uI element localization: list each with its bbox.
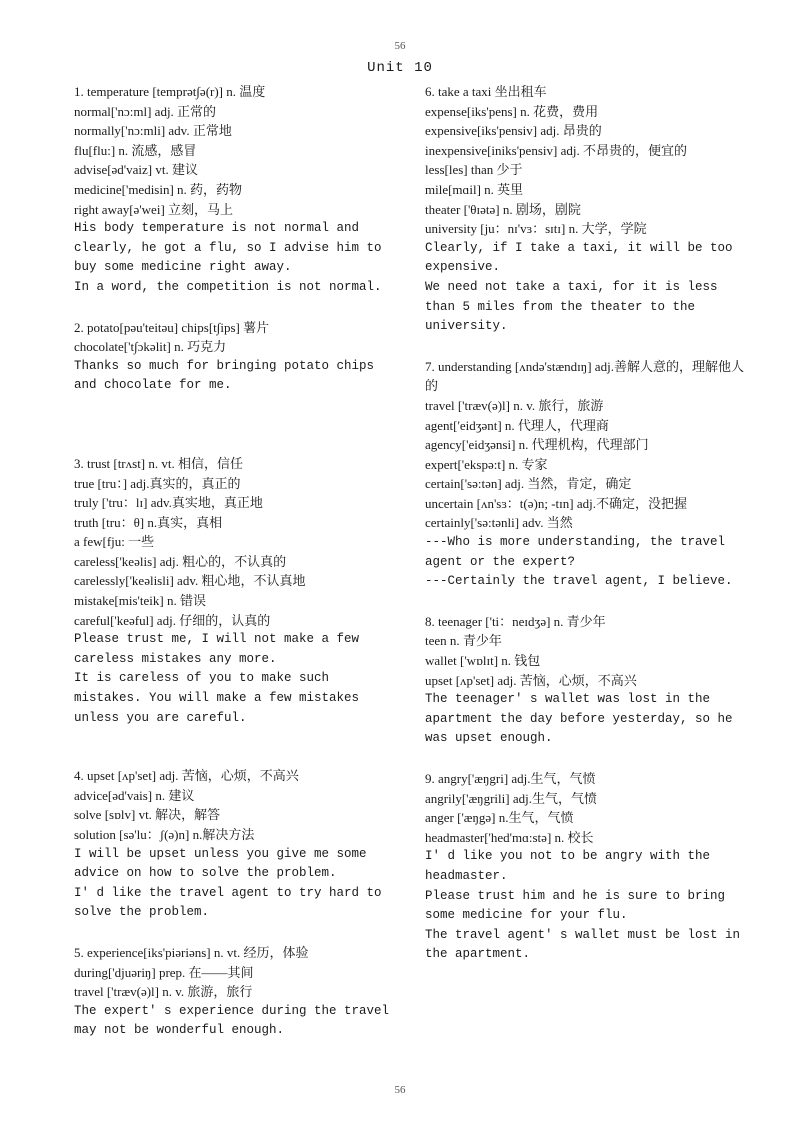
vocab-entry: 5. experience[iks'piəriəns] n. vt. 经历，体验: [74, 944, 309, 960]
example-sentence: ---Certainly the travel agent, I believe.: [425, 574, 733, 589]
vocab-entry: expert['ekspə:t] n. 专家: [425, 456, 548, 472]
vocab-entry: inexpensive[iniks'pensiv] adj. 不昂贵的，便宜的: [425, 142, 687, 158]
example-sentence: His body temperature is not normal and clearly, he got a flu, so I advise him to buy some medicine right away.: [74, 221, 382, 275]
example-sentence: It is careless of you to make such mistakes. You will make a few mistakes unless you are careful.: [74, 671, 360, 725]
vocab-entry: upset [ʌp'set] adj. 苦恼，心烦，不高兴: [425, 672, 637, 688]
vocab-entry: 7. understanding [ʌndə'stændɪŋ] adj.善解人意的，理解他人的: [425, 358, 744, 394]
vocab-entry: 6. take a taxi 坐出租车: [425, 84, 547, 99]
vocab-section: [74, 454, 396, 728]
vocab-entry: theater ['θɪətə] n. 剧场，剧院: [425, 201, 581, 217]
example-sentence: Please trust him and he is sure to bring some medicine for your flu.: [425, 888, 726, 923]
vocab-entry: 9. angry['æŋgri] adj.生气，气愤: [425, 771, 596, 786]
unit-title: Unit 10: [367, 60, 433, 76]
example-sentence: ---Who is more understanding, the travel agent or the expert?: [425, 535, 726, 569]
vocab-section: [425, 357, 747, 592]
vocab-entry: uncertain [ʌn'sɜ：t(ə)n; -tɪn] adj.不确定，没把握: [425, 495, 687, 511]
example-sentence: The expert' s experience during the travel may not be wonderful enough.: [74, 1003, 390, 1038]
vocab-entry: truth [tru：θ] n.真实，真相: [74, 514, 223, 530]
vocab-entry: 2. potato[pəu'teitəu] chips[t∫ips] 薯片: [74, 319, 270, 335]
vocab-entry: expensive[iks'pensiv] adj. 昂贵的: [425, 123, 602, 139]
vocab-entry: careless['keəlis] adj. 粗心的，不认真的: [74, 553, 287, 569]
example-sentence: Clearly, if I take a taxi, it will be too expensive.: [425, 240, 733, 275]
vocab-entry: 8. teenager ['ti：neɪdʒə] n. 青少年: [425, 613, 606, 629]
example-sentence: I' d like the travel agent to try hard to solve the problem.: [74, 885, 382, 920]
vocab-entry: certainly['sə:tənli] adv. 当然: [425, 515, 573, 531]
example-sentence: I will be upset unless you give me some advice on how to solve the problem.: [74, 846, 367, 881]
vocab-entry: university [ju：nɪ'vɜ：sɪtɪ] n. 大学，学院: [425, 221, 647, 237]
example-sentence: We need not take a taxi, for it is less than 5 miles from the theater to the university.: [425, 279, 718, 334]
vocab-entry: mistake[mis'teik] n. 错误: [74, 593, 206, 609]
vocab-entry: 4. upset [ʌp'set] adj. 苦恼，心烦，不高兴: [74, 768, 299, 784]
vocab-entry: travel ['træv(ə)l] n. v. 旅游，旅行: [74, 984, 253, 1000]
vocab-section: [425, 612, 747, 749]
vocab-entry: solve [sɒlv] vt. 解决，解答: [74, 807, 221, 823]
vocab-entry: carelessly['keəlisli] adv. 粗心地，不认真地: [74, 573, 306, 589]
vocab-entry: teen n. 青少年: [425, 633, 502, 649]
vocab-entry: wallet ['wɒlɪt] n. 钱包: [425, 653, 541, 669]
vocab-entry: truly ['tru：lɪ] adv.真实地，真正地: [74, 495, 263, 511]
example-sentence: In a word, the competition is not normal.: [74, 279, 382, 294]
vocab-entry: flu[flu:] n. 流感，感冒: [74, 142, 197, 158]
vocab-entry: advise[əd'vaiz] vt. 建议: [74, 162, 198, 178]
vocab-entry: travel ['træv(ə)l] n. v. 旅行，旅游: [425, 397, 604, 413]
vocab-section: [425, 769, 747, 965]
vocab-entry: solution [sə'lu：ʃ(ə)n] n.解决方法: [74, 827, 255, 842]
example-sentence: Please trust me, I will not make a few careless mistakes any more.: [74, 632, 360, 666]
vocab-entry: chocolate['t∫ɔkəlit] n. 巧克力: [74, 339, 227, 355]
vocab-entry: agent['eidʒənt] n. 代理人，代理商: [425, 417, 609, 433]
vocab-section: [425, 82, 747, 337]
vocab-entry: advice[əd'vais] n. 建议: [74, 787, 195, 803]
example-sentence: The teenager' s wallet was lost in the apartment the day before yesterday, so he was upset enough.: [425, 692, 733, 746]
example-sentence: Thanks so much for bringing potato chips and chocolate for me.: [74, 358, 375, 393]
vocab-entry: normal['nɔ:ml] adj. 正常的: [74, 103, 217, 119]
vocab-entry: headmaster['hed'mɑ:stə] n. 校长: [425, 829, 594, 845]
example-sentence: The travel agent' s wallet must be lost in the apartment.: [425, 927, 741, 962]
vocab-entry: angrily['æŋgrili] adj.生气，气愤: [425, 790, 597, 806]
vocab-section: [74, 943, 396, 1041]
page-number-bottom: 56: [394, 1084, 406, 1096]
vocab-section: [74, 766, 396, 923]
vocab-entry: agency['eidʒənsi] n. 代理机构，代理部门: [425, 437, 649, 453]
example-sentence: I' d like you not to be angry with the headmaster.: [425, 849, 711, 883]
left-column: [74, 82, 396, 1041]
vocab-entry: expense[iks'pens] n. 花费，费用: [425, 103, 599, 119]
vocab-entry: right away[ə'wei] 立刻，马上: [74, 201, 234, 217]
vocab-entry: a few[fju: 一些: [74, 534, 155, 550]
right-column: [425, 82, 747, 965]
vocab-entry: careful['keəful] adj. 仔细的，认真的: [74, 612, 271, 628]
vocab-entry: 3. trust [trʌst] n. vt. 相信，信任: [74, 455, 243, 471]
vocab-entry: normally['nɔ:mli] adv. 正常地: [74, 123, 232, 139]
vocab-entry: 1. temperature [temprət∫ə(r)] n. 温度: [74, 84, 266, 99]
vocab-entry: true [tru：] adj.真实的，真正的: [74, 475, 241, 491]
vocab-section: [74, 318, 396, 396]
vocab-entry: certain['sə:tən] adj. 当然，肯定，确定: [425, 476, 632, 492]
vocab-section: [74, 82, 396, 298]
page-number-top: 56: [394, 40, 406, 52]
vocab-entry: anger ['æŋgə] n.生气，气愤: [425, 810, 574, 826]
vocab-entry: medicine['medisin] n. 药，药物: [74, 181, 243, 197]
vocab-entry: mile[mɑil] n. 英里: [425, 181, 524, 197]
vocab-entry: during['djuəriŋ] prep. 在——其间: [74, 964, 254, 980]
vocab-entry: less[les] than 少于: [425, 162, 523, 178]
